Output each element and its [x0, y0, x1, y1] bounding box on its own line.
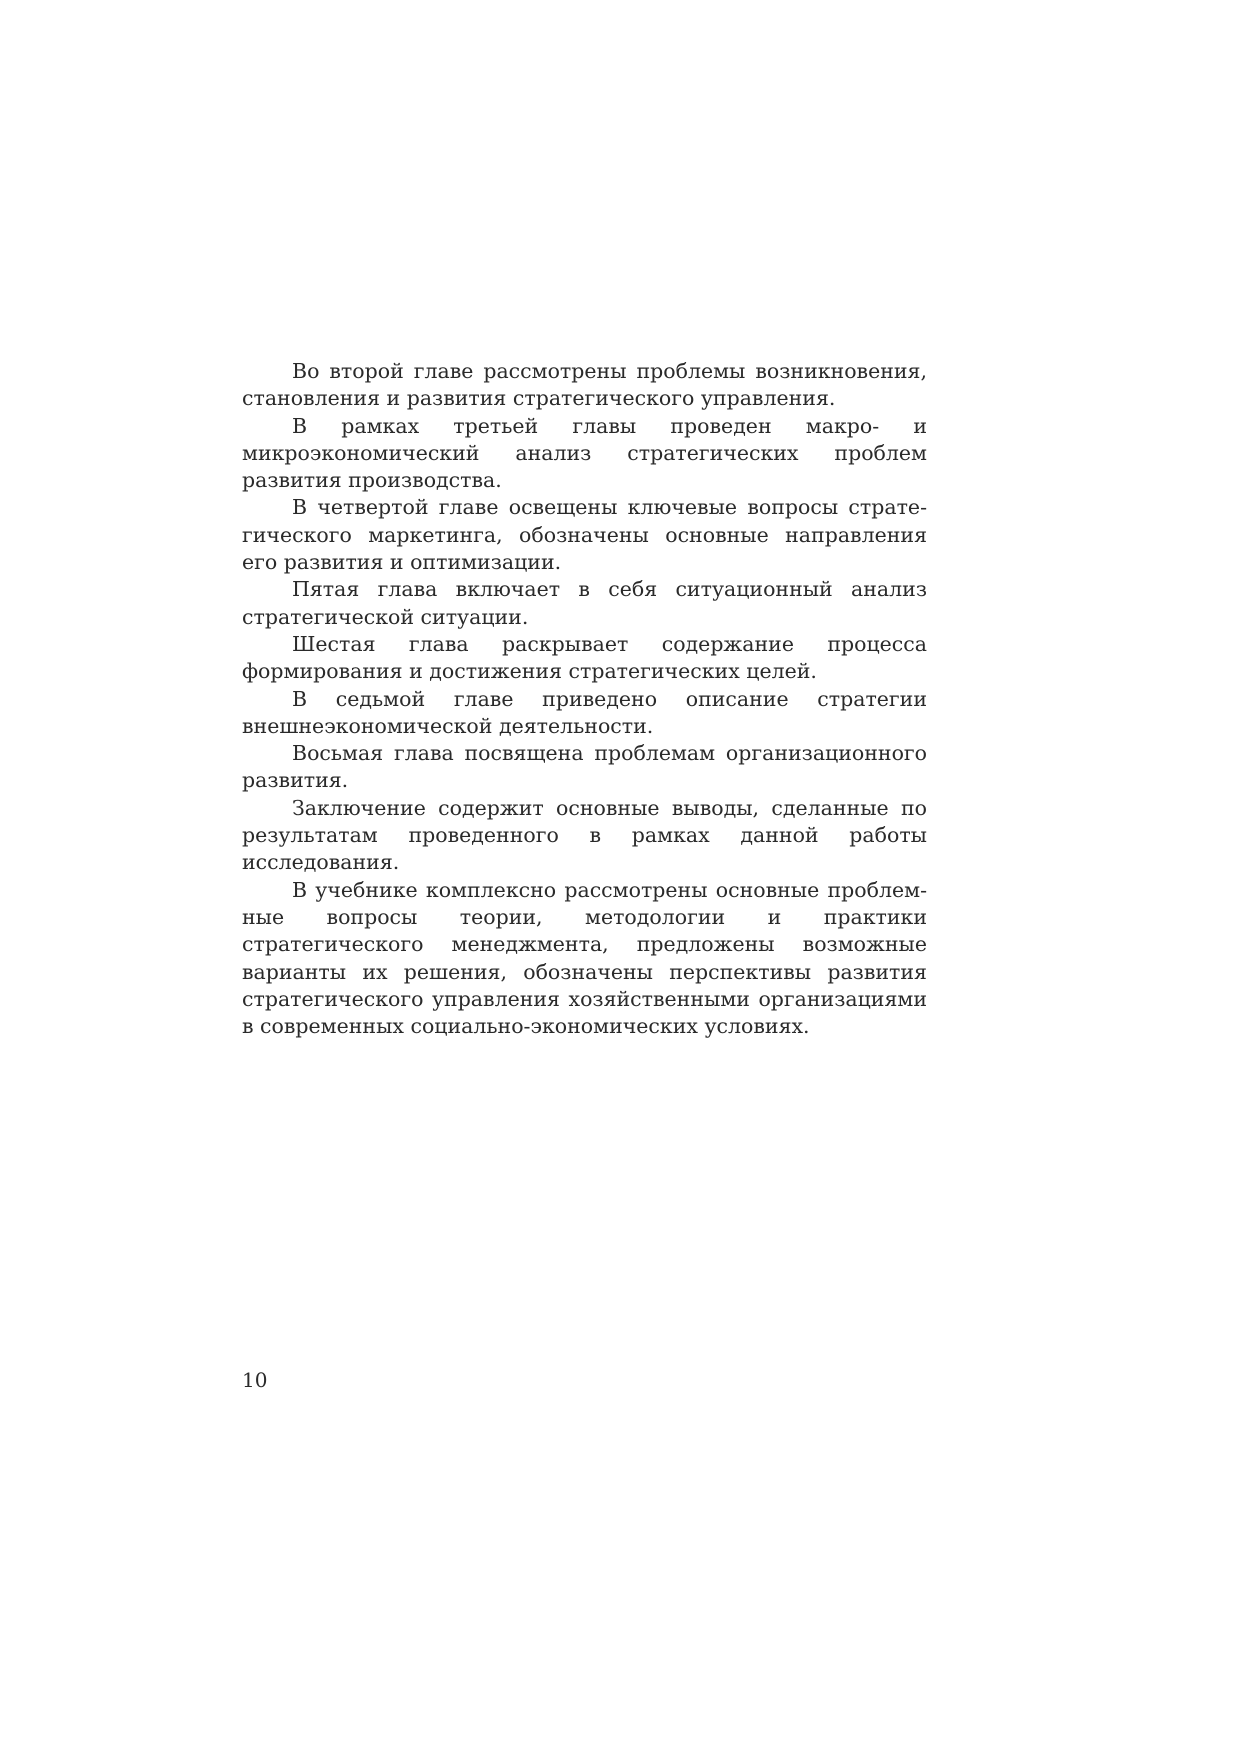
paragraph-textbook-summary: В учебнике комплексно рассмотрены основные проблемные вопросы теории, методологии и практики стратегического менеджмента, предложены возможные варианты их решения, обозначены перспективы развития стратегического управления хозяйственными организациями в современных социально-экономических условиях.	[242, 877, 927, 1039]
paragraph-chapter-2: Во второй главе рассмотрены проблемы возникновения, становления и развития стратегического управления.	[242, 359, 927, 411]
paragraph-chapter-6: Шестая глава раскрывает содержание процесса формирования и достижения стратегических целей.	[242, 631, 927, 684]
paragraph-chapter-8: Восьмая глава посвящена проблемам организационного развития.	[242, 741, 927, 793]
page-body	[242, 358, 927, 1040]
paragraph-chapter-7: В седьмой главе приведено описание стратегии внешнеэкономической деятельности.	[242, 686, 927, 738]
paragraph-chapter-3: В рамках третьей главы проведен макро- и микроэкономический анализ стратегических проблем развития производства.	[242, 413, 927, 493]
paragraph-chapter-5: Пятая глава включает в себя ситуационный анализ стратегической ситуации.	[242, 577, 927, 629]
page-number: 10	[242, 1368, 268, 1392]
paragraph-chapter-4: В четвертой главе освещены ключевые вопросы стратегического маркетинга, обозначены основные направления его развития и оптимизации.	[242, 495, 927, 575]
paragraph-conclusion: Заключение содержит основные выводы, сделанные по результатам проведенного в рамках данной работы исследования.	[242, 795, 927, 875]
